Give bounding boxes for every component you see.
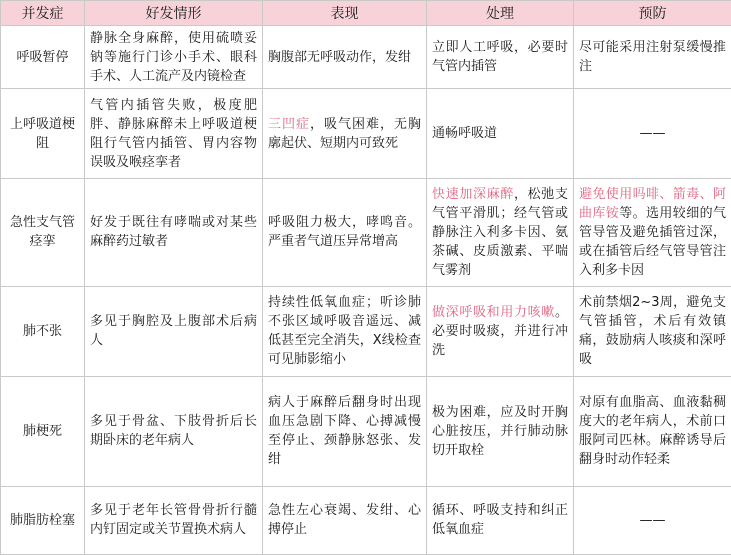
prevention-text: 尽可能采用注射泵缓慢推注: [579, 40, 726, 75]
prevention-cell: [574, 89, 731, 179]
manifestation-text: 急性左心衰竭、发绀、心搏停止: [268, 503, 421, 538]
manifestation-text: 胸腹部无呼吸动作，发绀: [268, 49, 412, 65]
situation-cell: 好发于既往有哮喘或对某些麻醉药过敏者: [85, 178, 263, 286]
manifestation-cell: [263, 376, 427, 486]
prevention-text: 等。选用较细的气管导管及避免插管过深，或在插管后经气管导管注入利多卡因: [579, 205, 726, 278]
table-row: [1, 178, 731, 286]
situation-cell: 静脉全身麻醉，使用硫喷妥钠等施行门诊小手术、眼科手术、人工流产及内镜检查: [85, 26, 263, 89]
header-manifestation: 表现: [263, 1, 427, 26]
treatment-text: 循环、呼吸支持和纠正低氧血症: [432, 503, 568, 538]
treatment-cell: [427, 26, 574, 89]
manifestation-cell: [263, 89, 427, 179]
header-treatment: 处理: [427, 1, 574, 26]
complication-name: 肺脂肪栓塞: [1, 486, 85, 554]
manifestation-cell: [263, 486, 427, 554]
treatment-text: ，松弛支气管平滑肌；经气管或静脉注入利多卡因、氨茶碱、皮质激素、平喘气雾剂: [432, 186, 568, 278]
header-situation: 好发情形: [85, 1, 263, 26]
treatment-highlight: 快速加深麻醉: [432, 186, 514, 202]
manifestation-cell: [263, 286, 427, 376]
prevention-cell: [574, 376, 731, 486]
prevention-cell: [574, 178, 731, 286]
complication-name: 呼吸暂停: [1, 26, 85, 89]
treatment-cell: [427, 376, 574, 486]
manifestation-text: 病人于麻醉后翻身时出现血压急剧下降、心搏减慢至停止、颈静脉怒张、发绀: [268, 395, 421, 468]
treatment-cell: [427, 89, 574, 179]
header-prevention: 预防: [574, 1, 731, 26]
treatment-text: 极为困难，应及时开胸心脏按压，并行肺动脉切开取栓: [432, 404, 568, 458]
prevention-highlight: 避免使用吗啡、箭毒、阿曲库铵: [579, 186, 726, 221]
complication-name: 急性支气管痉挛: [1, 178, 85, 286]
table-row: [1, 89, 731, 179]
table-row: [1, 286, 731, 376]
treatment-cell: [427, 286, 574, 376]
header-row: [1, 1, 731, 26]
situation-cell: 多见于胸腔及上腹部术后病人: [85, 286, 263, 376]
manifestation-text: 呼吸阻力极大，哮鸣音。严重者气道压异常增高: [268, 215, 421, 250]
prevention-text: ——: [639, 126, 666, 142]
treatment-text: 。必要时吸痰，并进行冲洗: [432, 304, 568, 358]
situation-cell: 多见于骨盆、下肢骨折后长期卧床的老年病人: [85, 376, 263, 486]
treatment-cell: [427, 178, 574, 286]
prevention-text: 术前禁烟2~3周，避免支气管插管，术后有效镇痛，鼓励病人咳痰和深呼吸: [579, 295, 726, 368]
table-row: [1, 26, 731, 89]
prevention-cell: [574, 286, 731, 376]
manifestation-text: ，吸气困难，无胸廓起伏、短期内可致死: [268, 116, 421, 151]
complication-name: 肺梗死: [1, 376, 85, 486]
prevention-text: 对原有血脂高、血液黏稠度大的老年病人，术前口服阿司匹林。麻醉诱导后翻身时动作轻柔: [579, 395, 726, 468]
complication-name: 上呼吸道梗阻: [1, 89, 85, 179]
complication-name: 肺不张: [1, 286, 85, 376]
table-row: [1, 486, 731, 554]
manifestation-cell: [263, 178, 427, 286]
treatment-highlight: 做深呼吸和用力咳嗽: [432, 304, 555, 320]
situation-cell: 气管内插管失败，极度肥胖、静脉麻醉未上呼吸道梗阻行气管内插管、胃内容物误吸及喉痉挛者: [85, 89, 263, 179]
treatment-text: 立即人工呼吸，必要时气管内插管: [432, 40, 568, 75]
prevention-cell: [574, 26, 731, 89]
prevention-text: ——: [639, 512, 666, 528]
table-row: [1, 376, 731, 486]
manifestation-cell: [263, 26, 427, 89]
header-complication: 并发症: [1, 1, 85, 26]
treatment-text: 通畅呼吸道: [432, 126, 498, 142]
manifestation-text: 持续性低氧血症；听诊肺不张区域呼吸音遥远、减低甚至完全消失，X线检查可见肺影缩小: [268, 295, 421, 368]
situation-cell: 多见于老年长管骨骨折行髓内钉固定或关节置换术病人: [85, 486, 263, 554]
prevention-cell: [574, 486, 731, 554]
manifestation-highlight: 三凹症: [268, 116, 310, 132]
treatment-cell: [427, 486, 574, 554]
